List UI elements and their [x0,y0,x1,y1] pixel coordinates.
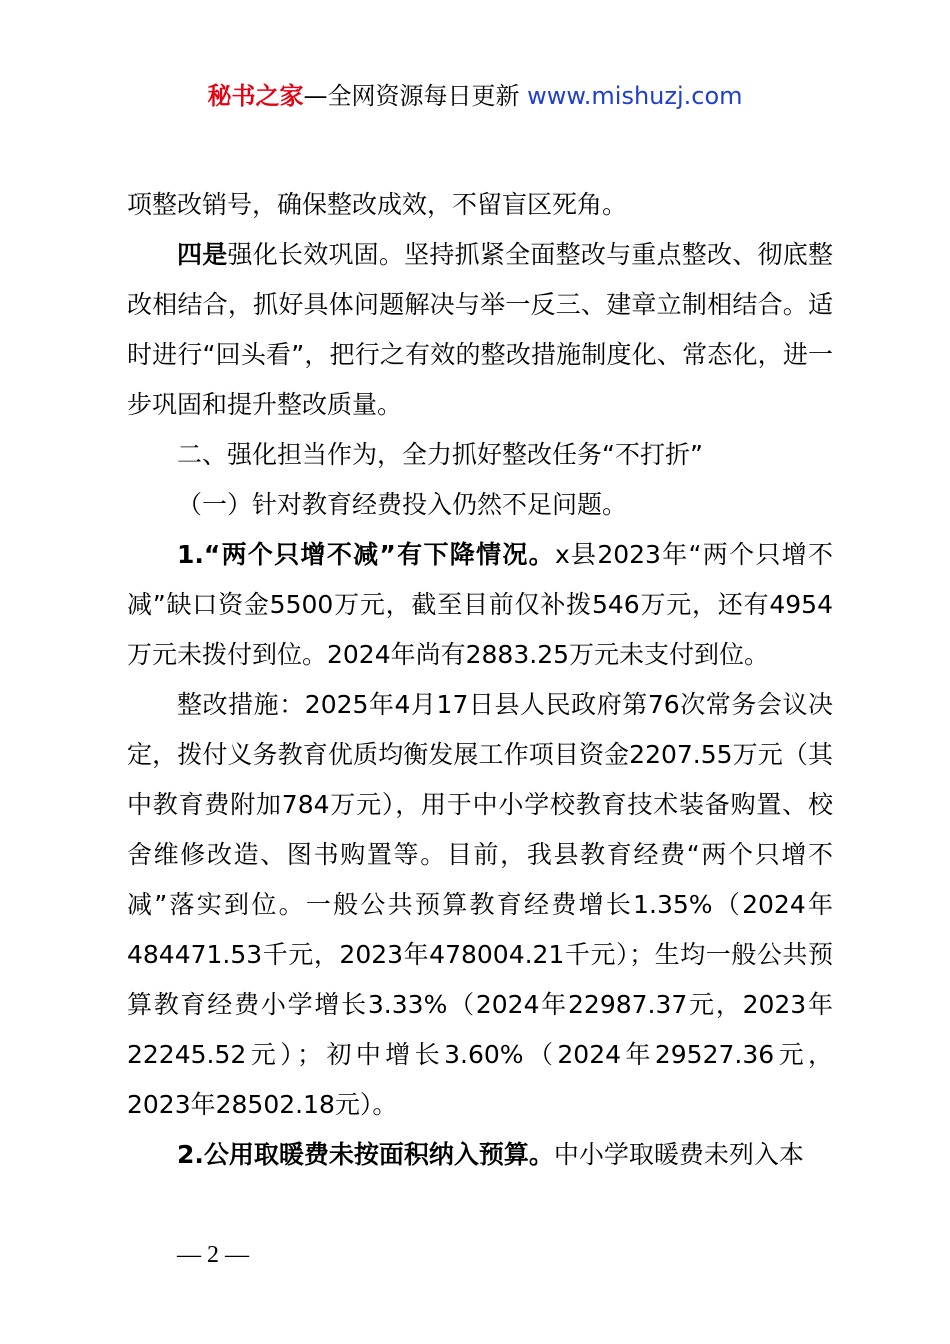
measure-paragraph [127,680,833,1130]
paragraph-continuation [127,180,833,230]
measure-text: 整改措施：2025年4月17日县人民政府第76次常务会议决定，拨付义务教育优质均衡发展工作项目资金2207.55万元（其中教育费附加784万元），用于中小学校教育技术装备购置、校舍维修改造、图书购置等。目前，我县教育经费“两个只增不减”落实到位。一般公共预算教育经费增长1.35%（2024年484471.53千元，2023年478004.21千元）；生均一般公共预算教育经费小学增长3.33%（2024年22987.37元，2023年22245.52元）；初中增长3.60%（2024年29527.36元，2023年28502.18元）。 [127,690,833,1119]
subsection-heading-text: （一）针对教育经费投入仍然不足问题。 [177,490,628,519]
paragraph-point-four [127,230,833,430]
subsection-heading [127,480,833,530]
paragraph-text: 项整改销号，确保整改成效，不留盲区死角。 [127,190,628,219]
item-two [127,1130,833,1180]
item-one [127,530,833,680]
site-url-link[interactable]: www.mishuzj.com [527,82,743,110]
paragraph-lead: 四是 [177,240,228,269]
item-one-text: x县2023年“两个只增不减”缺口资金5500万元，截至目前仅补拨546万元，还有4954万元未拨付到位。2024年尚有2883.25万元未支付到位。 [127,540,833,669]
section-heading [127,430,833,480]
item-two-text: 中小学取暖费未列入本 [553,1140,804,1169]
section-heading-text: 二、强化担当作为，全力抓好整改任务“不打折” [177,440,703,469]
site-header [0,78,950,114]
document-body [127,180,833,1180]
paragraph-text: 强化长效巩固。坚持抓紧全面整改与重点整改、彻底整改相结合，抓好具体问题解决与举一反三、建章立制相结合。适时进行“回头看”，把行之有效的整改措施制度化、常态化，进一步巩固和提升整改质量。 [127,240,833,419]
site-brand: 秘书之家 [207,82,304,110]
site-tagline: —全网资源每日更新 [303,82,528,110]
page-number: — 2 — [177,1242,249,1268]
item-one-lead: 1.“两个只增不减”有下降情况。 [177,540,555,569]
item-two-lead: 2.公用取暖费未按面积纳入预算。 [177,1140,554,1169]
